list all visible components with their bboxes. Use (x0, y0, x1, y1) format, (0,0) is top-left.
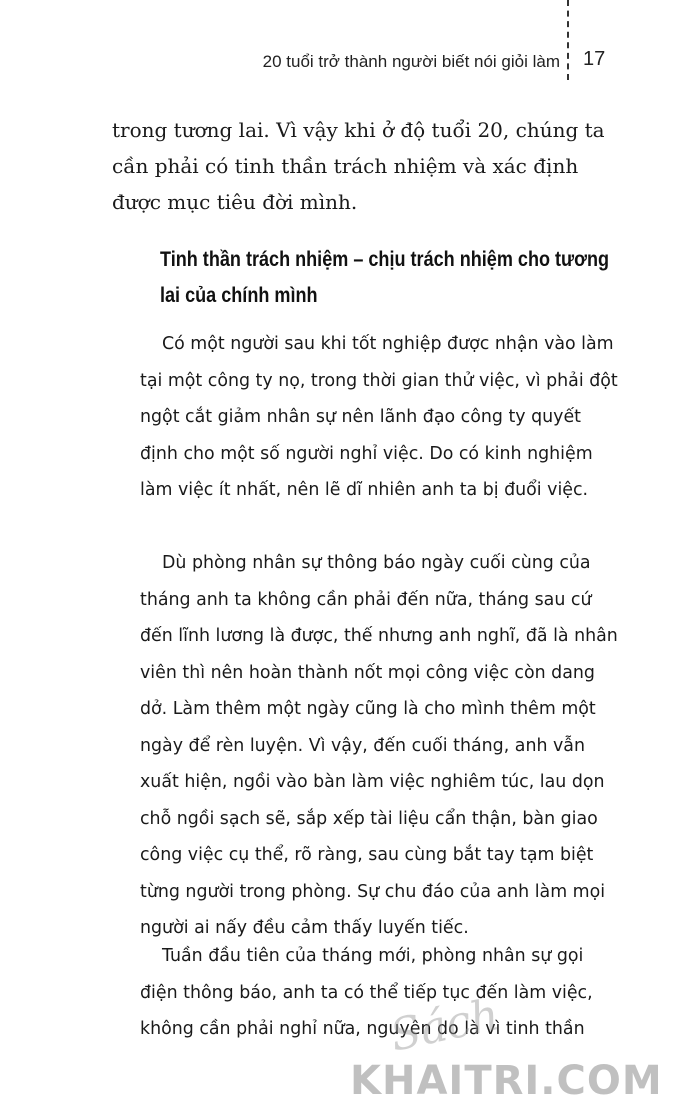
intro-paragraph: trong tương lai. Vì vậy khi ở độ tuổi 20, chúng ta cần phải có tinh thần trách nhiệm và xác định được mục tiêu đời mình. (112, 118, 605, 214)
watermark-script: Sách (385, 989, 504, 1062)
section-heading: Tinh thần trách nhiệm – chịu trách nhiệm cho tương lai của chính mình (160, 248, 610, 307)
paragraph-3: Tuần đầu tiên của tháng mới, phòng nhân sự gọi điện thông báo, anh ta có thể tiếp tục đến làm việc, không cần phải nghỉ nữa, nguyên do là vì tinh thần (140, 946, 593, 1039)
running-title: 20 tuổi trở thành người biết nói giỏi làm (262, 52, 560, 71)
watermark-brand: KHAITRI.COM (350, 1058, 663, 1104)
page-number: 17 (583, 48, 606, 70)
header-divider (567, 0, 569, 80)
paragraph-1: Có một người sau khi tốt nghiệp được nhận vào làm tại một công ty nọ, trong thời gian thử việc, vì phải đột ngột cắt giảm nhân sự nên lãnh đạo công ty quyết định cho một số người nghỉ việc. Do có kinh nghiệm làm việc ít nhất, nên lẽ dĩ nhiên anh ta bị đuổi việc. (140, 334, 618, 500)
paragraph-2: Dù phòng nhân sự thông báo ngày cuối cùng của tháng anh ta không cần phải đến nữa, tháng sau cứ đến lĩnh lương là được, thế nhưng anh nghĩ, đã là nhân viên thì nên hoàn thành nốt mọi công việc còn dang dở. Làm thêm một ngày cũng là cho mình thêm một ngày để rèn luyện. Vì vậy, đến cuối tháng, anh vẫn xuất hiện, ngồi vào bàn làm việc nghiêm túc, lau dọn chỗ ngồi sạch sẽ, sắp xếp tài liệu cẩn thận, bàn giao công việc cụ thể, rõ ràng, sau cùng bắt tay tạm biệt từng người trong phòng. Sự chu đáo của anh làm mọi người ai nấy đều cảm thấy luyến tiếc. (140, 553, 618, 938)
